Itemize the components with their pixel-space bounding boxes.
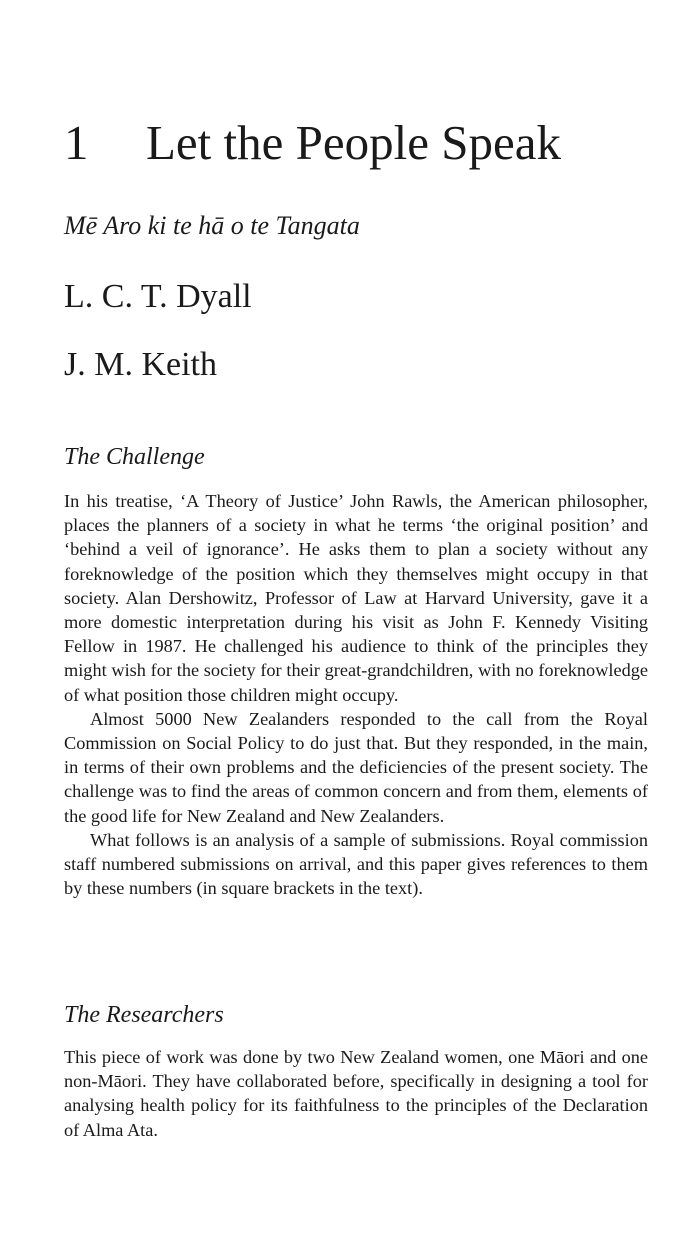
author-2: J. M. Keith [64,346,217,383]
author-1: L. C. T. Dyall [64,278,252,315]
chapter-subtitle: Mē Aro ki te hā o te Tangata [64,211,360,240]
chapter-heading [64,115,562,170]
paragraph: This piece of work was done by two New Zealand women, one Māori and one non-Māori. They have collaborated before, specifically in designing a tool for analysing health policy for its faithfulness to the principles of the Declaration of Alma Ata. [64,1047,648,1140]
section-body-researchers [64,1045,648,1142]
paragraph: What follows is an analysis of a sample of submissions. Royal commission staff numbered submissions on arrival, and this paper gives references to them by these numbers (in square brackets in the text). [64,829,648,899]
chapter-title: Let the People Speak [146,115,562,170]
chapter-number: 1 [64,115,89,170]
section-body-challenge [64,489,648,900]
paragraph: Almost 5000 New Zealanders responded to the call from the Royal Commission on Social Policy to do just that. But they responded, in the main, in terms of their own problems and the deficiencies of the present society. The challenge was to find the areas of common concern and from them, elements of the good life for New Zealand and New Zealanders. [64,708,648,826]
paragraph: In his treatise, ‘A Theory of Justice’ John Rawls, the American philosopher, places the planners of a society in what he terms ‘the original position’ and ‘behind a veil of ignorance’. He asks them to plan a society without any foreknowledge of the position which they themselves might occupy in that society. Alan Dershowitz, Professor of Law at Harvard University, gave it a more domestic interpretation during his visit as John F. Kennedy Visiting Fellow in 1987. He challenged his audience to think of the principles they might wish for the society for their great-grandchildren, with no foreknowledge of what position those children might occupy. [64,491,648,705]
section-heading-challenge: The Challenge [64,444,205,470]
section-heading-researchers: The Researchers [64,1002,224,1028]
